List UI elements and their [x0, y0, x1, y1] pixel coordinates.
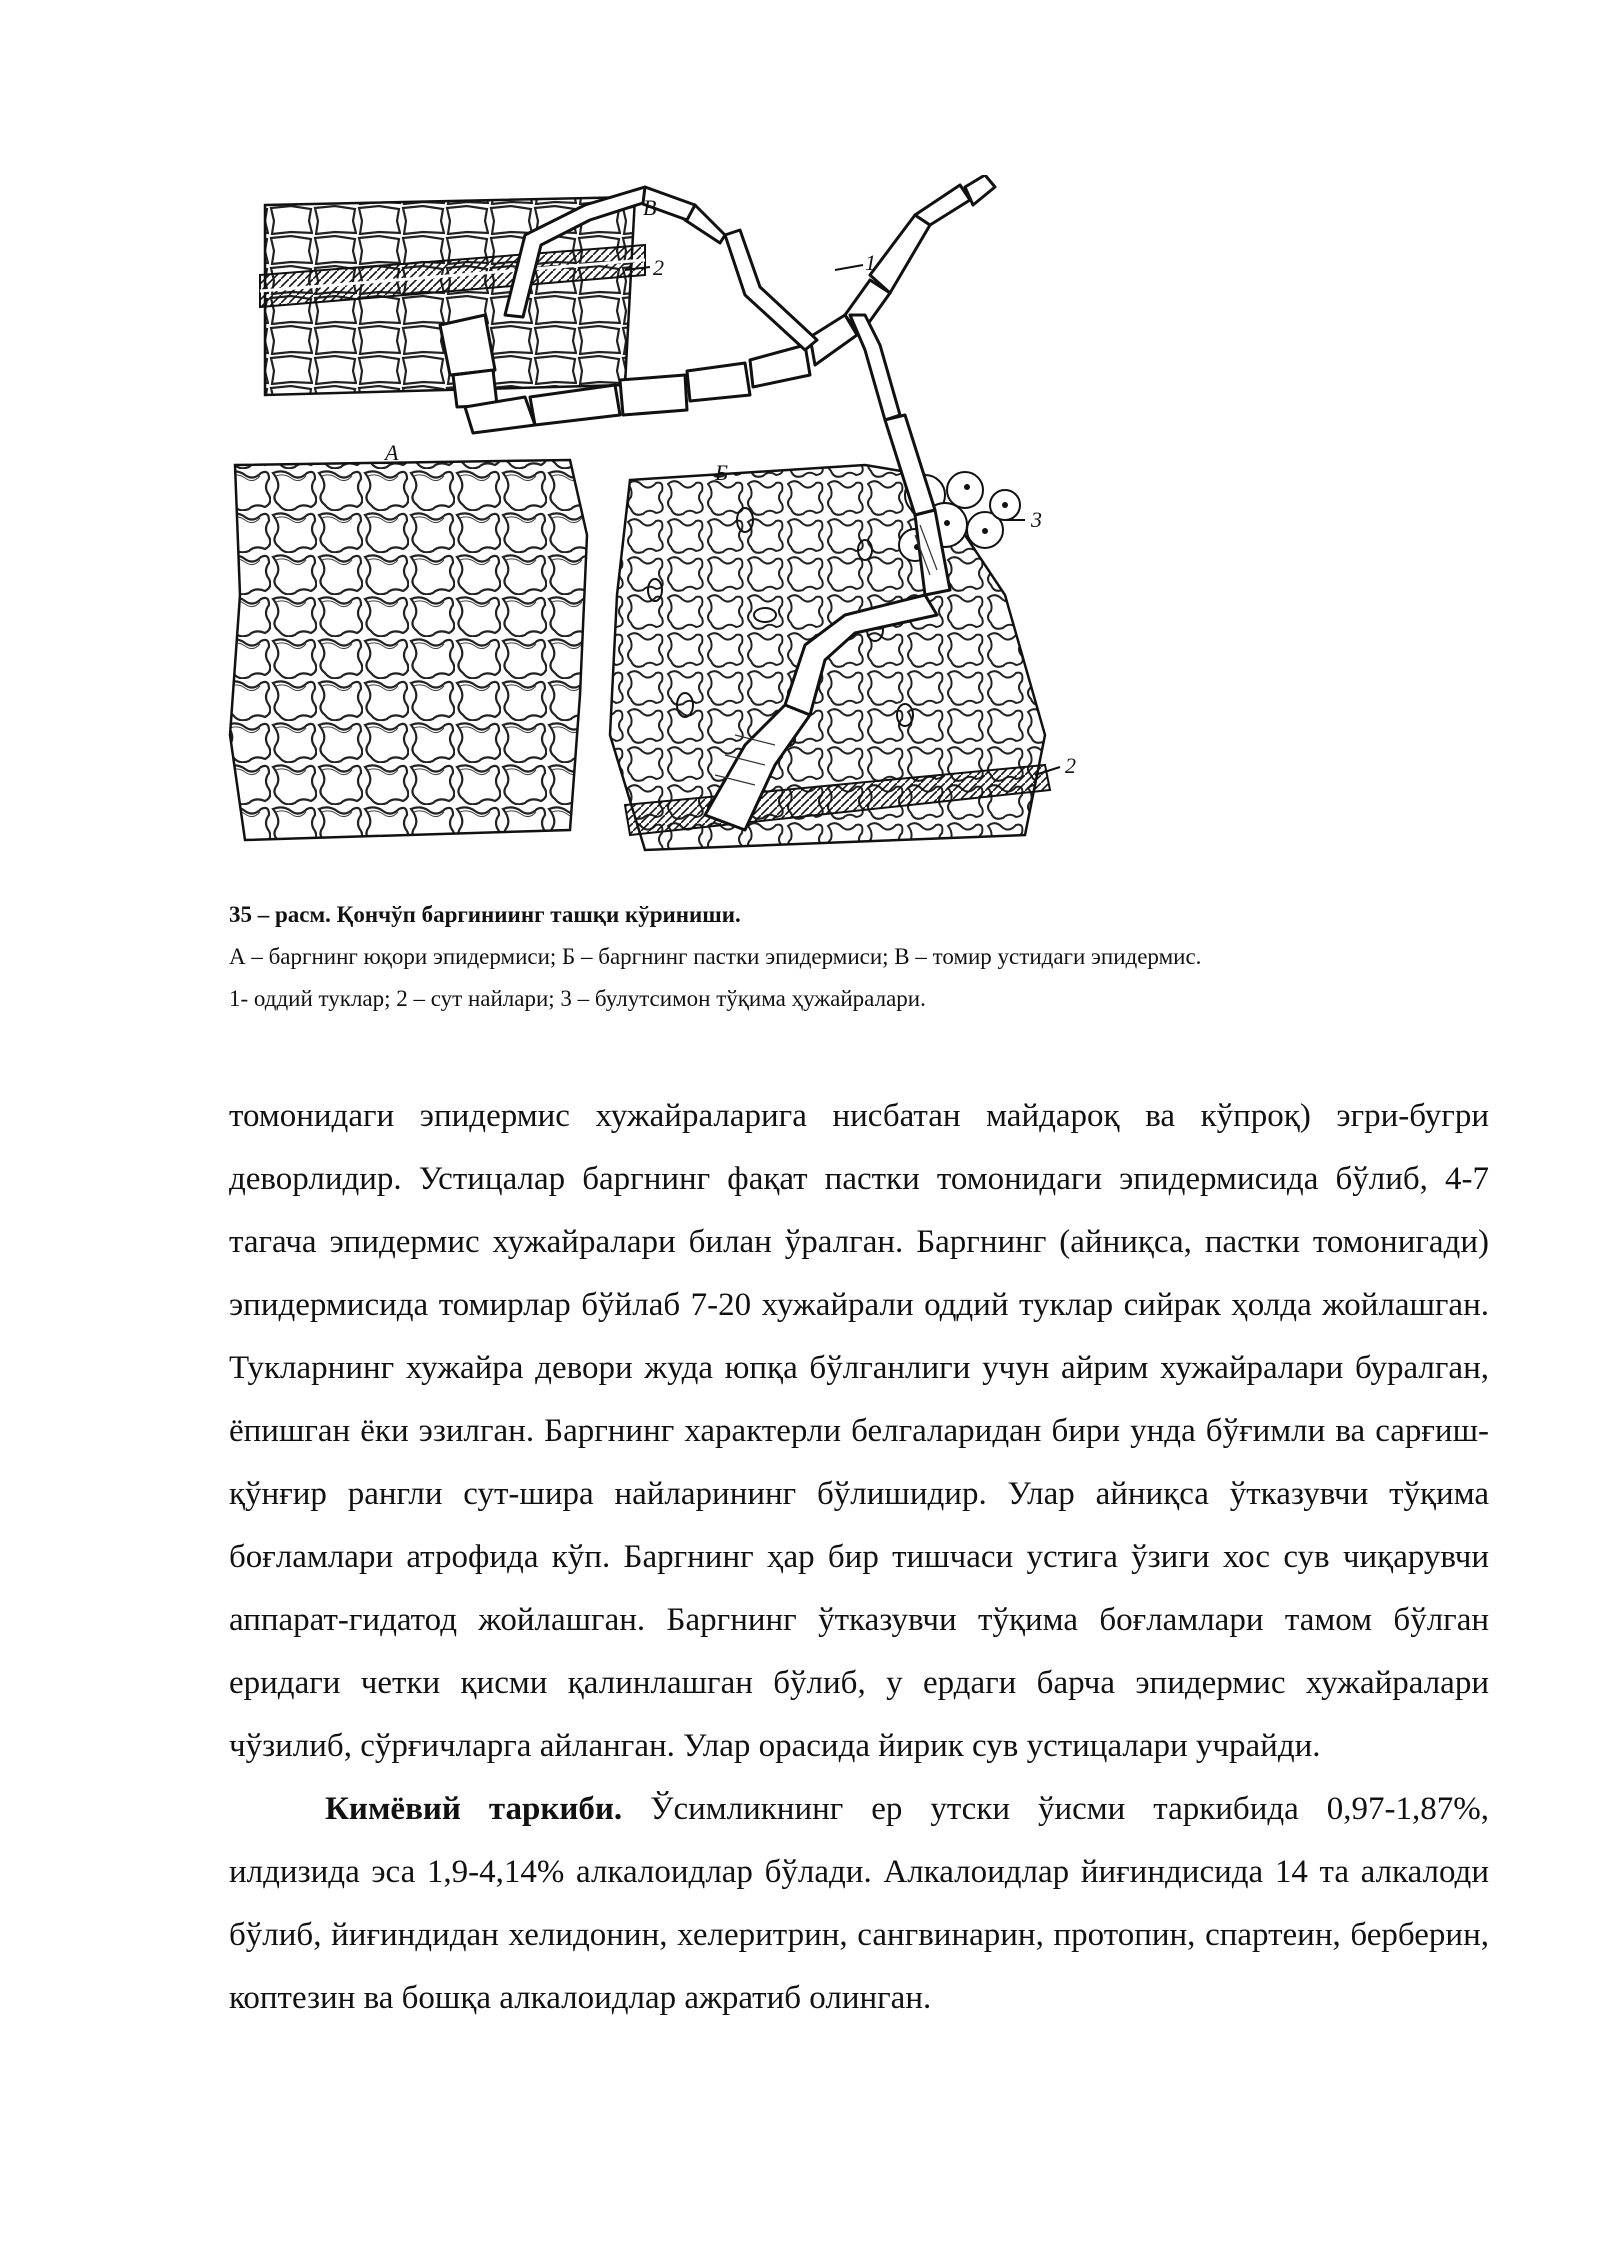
leaf-epidermis-drawing — [225, 175, 1225, 875]
label-panel-v: В — [643, 195, 657, 220]
label-panel-a: А — [385, 440, 399, 465]
body-text — [229, 1085, 1489, 2030]
label-panel-b: Б — [715, 460, 728, 485]
paragraph-2-heading: Кимёвий таркиби. — [325, 1791, 623, 1827]
caption-line-1: А – баргнинг юқори эпидермиси; Б – баргнинг пастки эпидермиси; В – томир устидаги эпидермис. — [229, 944, 1202, 969]
paragraph-1: томонидаги эпидермис хужайраларига нисбатан майдароқ ва кўпроқ) эгри-бугри деворлидир. Устицалар баргнинг фақат пастки томонидаги эпидермисида бўлиб, 4-7 тагача эпидермис хужайралари билан ўралган. Баргнинг (айниқса, пастки томонигади) эпидермисида томирлар бўйлаб 7-20 хужайрали оддий туклар сийрак ҳолда жойлашган. Тукларнинг хужайра девори жуда юпқа бўлганлиги учун айрим хужайралари буралган, ёпишган ёки эзилган. Баргнинг характерли белгаларидан бири унда бўғимли ва сарғиш-қўнғир рангли сут-шира найларининг бўлишидир. Улар айниқса ўтказувчи тўқима боғламлари атрофида кўп. Баргнинг ҳар бир тишчаси устига ўзиги хос сув чиқарувчи аппарат-гидатод жойлашган. Баргнинг ўтказувчи тўқима боғламлари тамом бўлган еридаги четки қисми қалинлашган бўлиб, у ердаги барча эпидермис хужайралари чўзилиб, сўрғичларга айланган. Улар орасида йирик сув устицалари учрайди. — [229, 1098, 1489, 1764]
label-callout-1: 1 — [865, 250, 876, 275]
caption-title: 35 – расм. Қончўп баргиниинг ташқи кўриниши. — [229, 902, 741, 927]
botanical-figure — [225, 175, 1225, 875]
label-callout-3: 3 — [1031, 507, 1042, 532]
panel-a-drawing — [230, 460, 587, 840]
caption-line-2: 1- оддий туклар; 2 – сут найлари; 3 – булутсимон тўқима ҳужайралари. — [229, 986, 926, 1011]
label-callout-2b: 2 — [1065, 753, 1076, 778]
figure-caption — [229, 898, 1489, 1024]
paragraph-2-text: Ўсимликнинг ер утски ўисми таркибида 0,97-1,87%, илдизида эса 1,9-4,14% алкалоидлар бўлади. Алкалоидлар йиғиндисида 14 та алкалоди бўлиб, йиғиндидан хелидонин, хелеритрин, сангвинарин, протопин, спартеин, берберин, коптезин ва бошқа алкалоидлар ажратиб олинган. — [229, 1791, 1489, 2016]
paragraph-2 — [229, 1778, 1489, 2030]
label-callout-2a: 2 — [653, 255, 664, 280]
